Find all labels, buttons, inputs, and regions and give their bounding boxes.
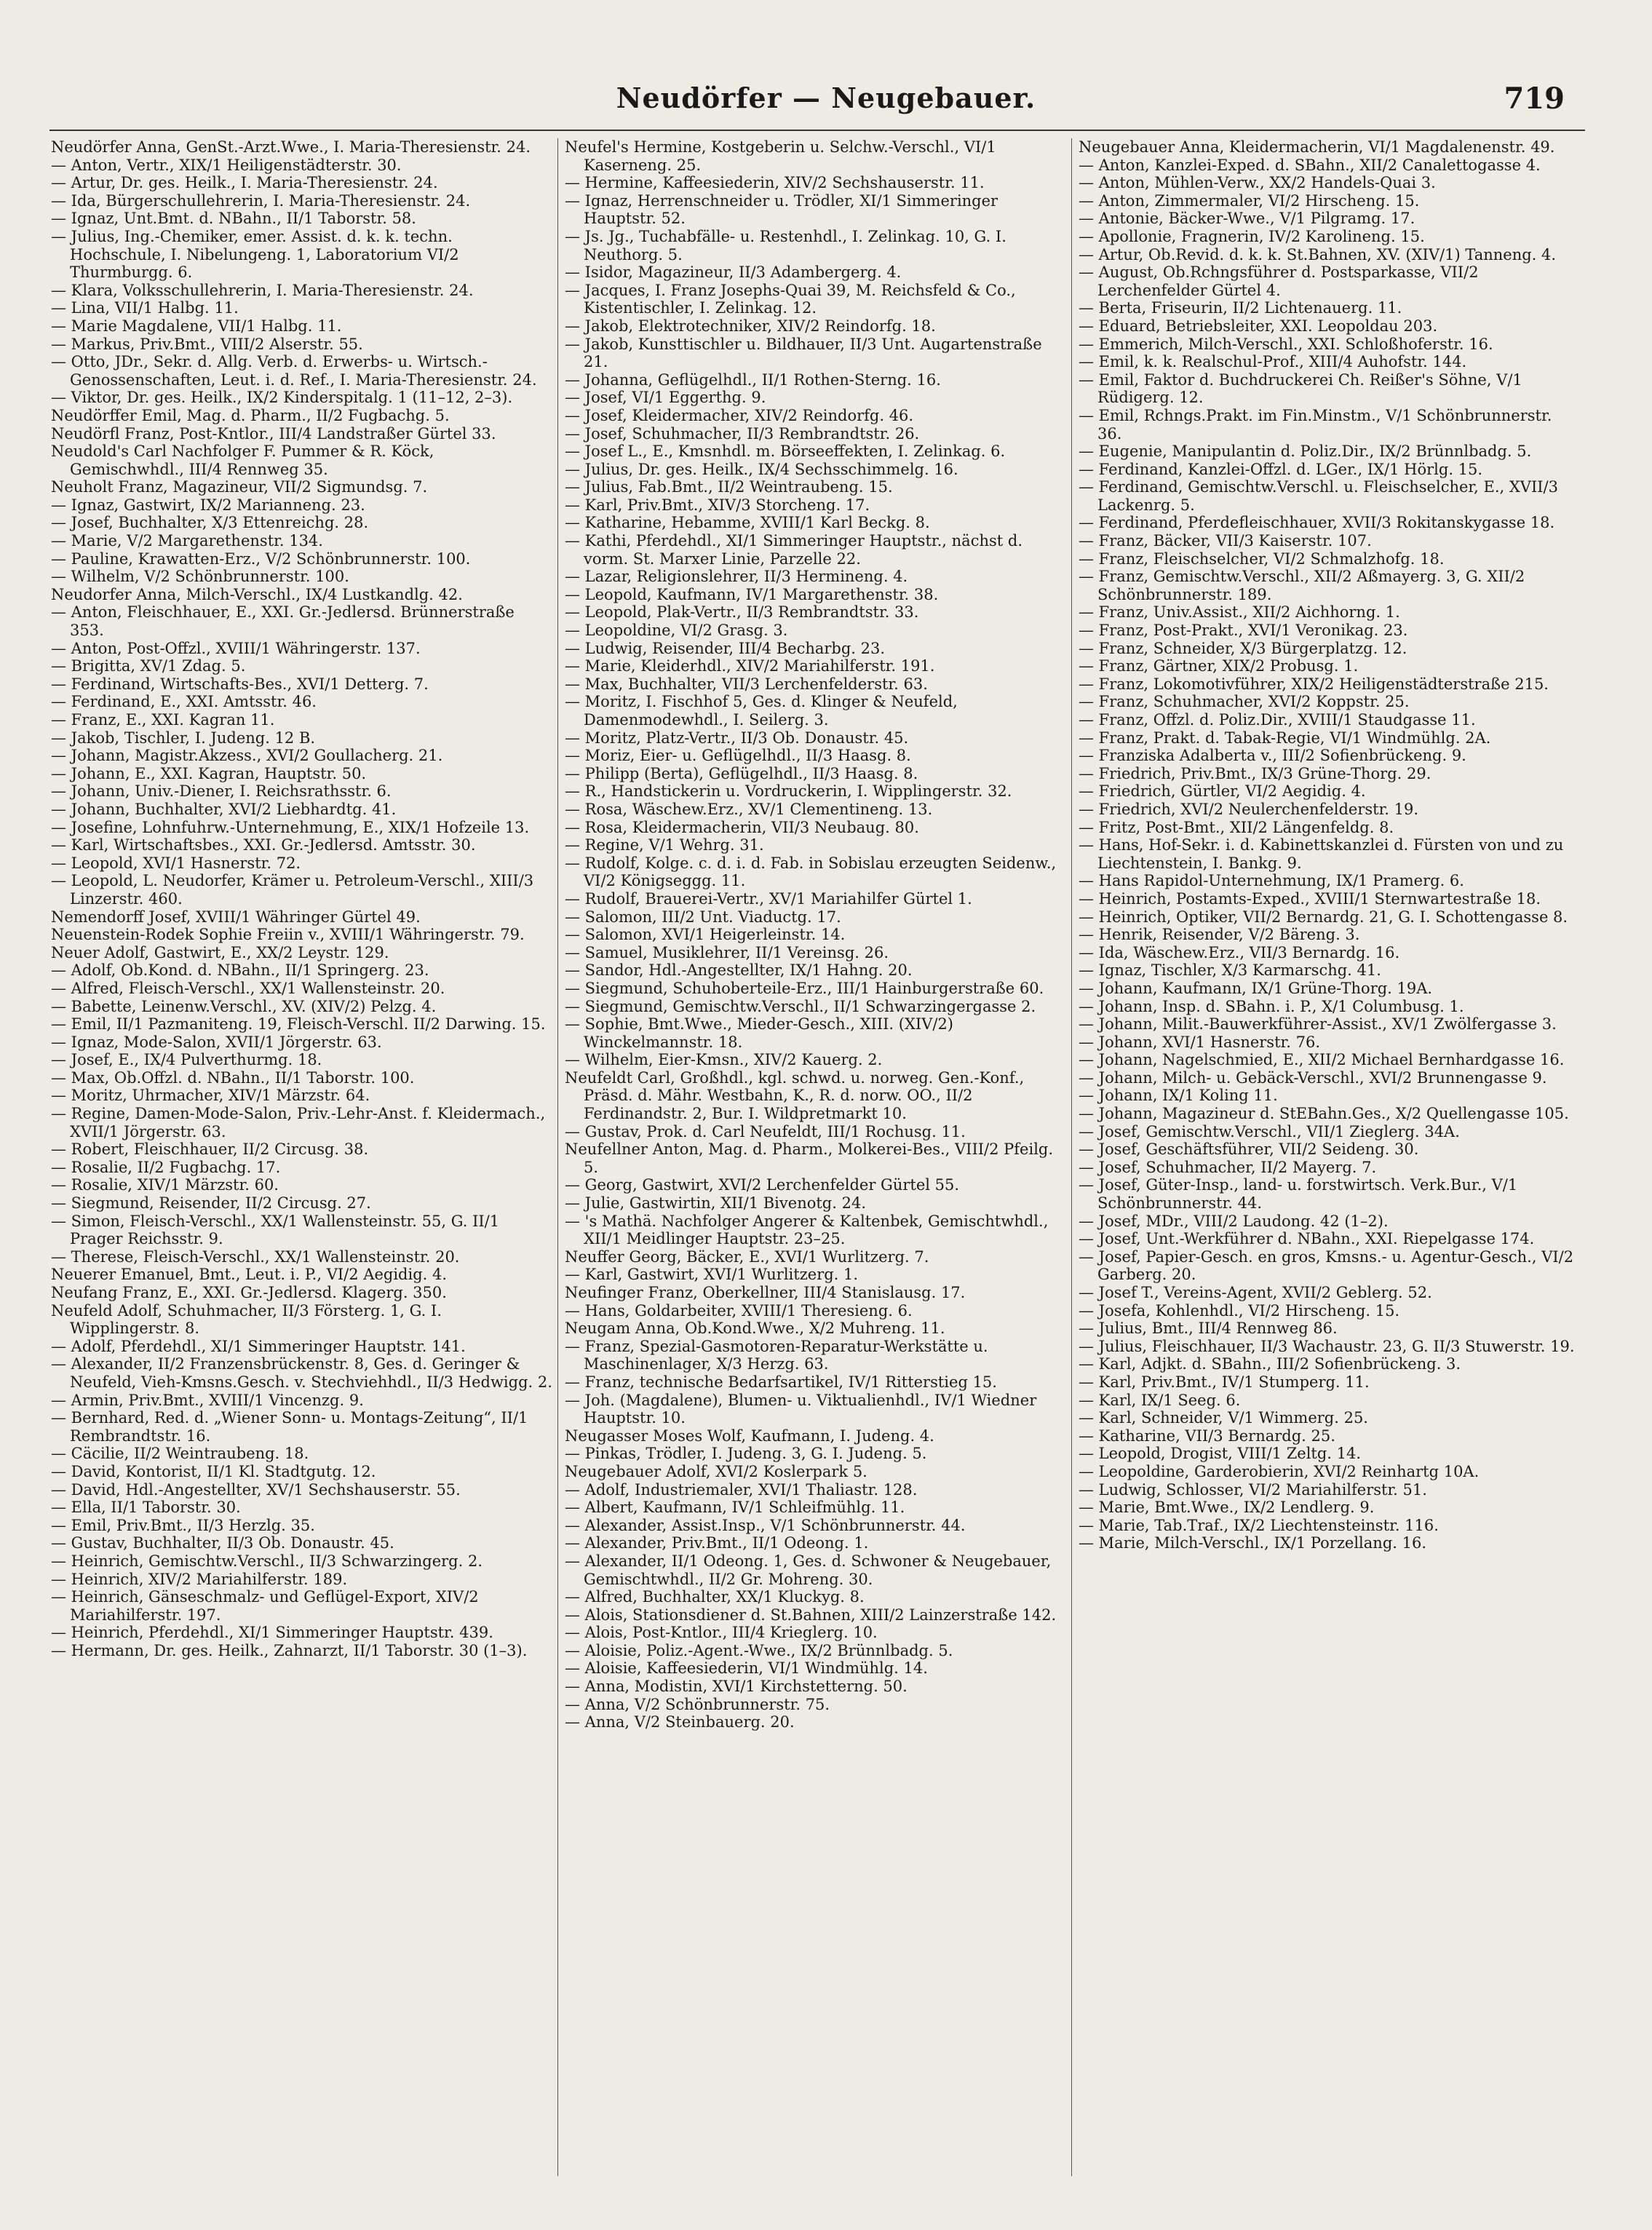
directory-entry: — Franz, Schuhmacher, XVI/2 Koppstr. 25. [1079,693,1410,711]
directory-entry: Neuffer Georg, Bäcker, E., XVI/1 Wurlitzerg. 7. [565,1247,929,1266]
directory-entry: — Anton, Post-Offzl., XVIII/1 Währingerstr. 137. [51,639,421,657]
directory-entry: — Julius, Dr. ges. Heilk., IX/4 Sechsschimmelg. 16. [565,460,958,478]
column-2 [565,138,1067,2191]
directory-entry: — Heinrich, XIV/2 Mariahilferstr. 189. [51,1570,348,1588]
directory-entry: — Franz, technische Bedarfsartikel, IV/1 Ritterstieg 15. [565,1373,997,1391]
directory-entry: — Regine, Damen-Mode-Salon, Priv.-Lehr-Anst. f. Kleidermach., XVII/1 Jörgerstr. 63. [51,1105,546,1140]
directory-entry: — Jakob, Elektrotechniker, XIV/2 Reindorfg. 18. [565,317,936,335]
directory-entry: — Katharine, VII/3 Bernardg. 25. [1079,1427,1335,1445]
directory-entry: Neugebauer Adolf, XVI/2 Koslerpark 5. [565,1462,867,1480]
directory-entry: — Johann, XVI/1 Hasnerstr. 76. [1079,1033,1321,1051]
directory-entry: — Siegmund, Gemischtw.Verschl., II/1 Schwarzingergasse 2. [565,997,1036,1015]
directory-entry: — Babette, Leinenw.Verschl., XV. (XIV/2) Pelzg. 4. [51,997,437,1015]
directory-entry: — Leopoldine, VI/2 Grasg. 3. [565,622,788,640]
directory-entry: — Henrik, Reisender, V/2 Bäreng. 3. [1079,926,1360,944]
directory-entry: — Emil, II/1 Pazmaniteng. 19, Fleisch-Verschl. II/2 Darwing. 15. [51,1015,546,1033]
directory-entry: — Berta, Friseurin, II/2 Lichtenauerg. 11. [1079,299,1402,317]
directory-entry: Neuholt Franz, Magazineur, VII/2 Sigmundsg. 7. [51,478,428,496]
directory-entry: — Ferdinand, E., XXI. Amtsstr. 46. [51,693,317,711]
page-title: Neudörfer — Neugebauer. [616,82,1036,114]
directory-entry: — 's Mathä. Nachfolger Angerer & Kaltenbek, Gemischtwhdl., XII/1 Meidlinger Hauptstr. 23–25. [565,1212,1049,1248]
directory-entry: — Franz, Bäcker, VII/3 Kaiserstr. 107. [1079,532,1372,550]
directory-entry: — Josef, E., IX/4 Pulverthurmg. 18. [51,1051,322,1069]
directory-entry: — Leopold, Kaufmann, IV/1 Margarethenstr. 38. [565,585,939,603]
directory-entry: — Alexander, II/1 Odeong. 1, Ges. d. Schwoner & Neugebauer, Gemischtwhdl., II/2 Gr. Mohreng. 30. [565,1552,1052,1588]
page-number: 719 [1504,82,1565,116]
directory-entry: — Rosa, Wäschew.Erz., XV/1 Clementineng. 13. [565,800,933,818]
directory-entry: — Philipp (Berta), Geflügelhdl., II/3 Haasg. 8. [565,764,918,782]
directory-entry: — Anton, Mühlen-Verw., XX/2 Handels-Quai 3. [1079,174,1436,192]
directory-entry: — Marie Magdalene, VII/1 Halbg. 11. [51,317,342,335]
directory-entry: — Karl, Wirtschaftsbes., XXI. Gr.-Jedlersd. Amtsstr. 30. [51,836,476,854]
directory-entry: — Apollonie, Fragnerin, IV/2 Karolineng. 15. [1079,227,1425,245]
directory-entry: — Joh. (Magdalene), Blumen- u. Viktualienhdl., IV/1 Wiedner Hauptstr. 10. [565,1391,1037,1427]
directory-entry: — Max, Ob.Offzl. d. NBahn., II/1 Taborstr. 100. [51,1068,415,1087]
directory-entry: — Johann, Magistr.Akzess., XVI/2 Goullacherg. 21. [51,747,443,765]
directory-entry: — Lazar, Religionslehrer, II/3 Hermineng. 4. [565,568,908,586]
directory-entry: Nemendorff Josef, XVIII/1 Währinger Gürtel 49. [51,908,421,926]
directory-entry: — Alexander, Assist.Insp., V/1 Schönbrunnerstr. 44. [565,1516,966,1534]
directory-entry: — Franz, Fleischselcher, VI/2 Schmalzhofg. 18. [1079,549,1445,568]
directory-entry: — David, Kontorist, II/1 Kl. Stadtgutg. 12. [51,1462,376,1480]
directory-entry: — Alois, Stationsdiener d. St.Bahnen, XIII/2 Lainzerstraße 142. [565,1606,1057,1624]
directory-entry: — Samuel, Musiklehrer, II/1 Vereinsg. 26. [565,943,889,961]
directory-entry: — Ella, II/1 Taborstr. 30. [51,1499,241,1517]
directory-entry: — Julius, Fab.Bmt., II/2 Weintraubeng. 15. [565,478,893,496]
column-3 [1079,138,1581,2191]
directory-entry: — Marie, Milch-Verschl., IX/1 Porzellang. 16. [1079,1534,1427,1552]
directory-entry: — Josef L., E., Kmsnhdl. m. Börseeffekten, I. Zelinkag. 6. [565,443,1006,461]
directory-entry: — Julius, Ing.-Chemiker, emer. Assist. d. k. k. techn. Hochschule, I. Nibelungeng. 1, Laboratorium VI/2 Thurmburgg. 6. [51,227,459,282]
directory-entry: — Siegmund, Schuhoberteile-Erz., III/1 Hainburgerstraße 60. [565,979,1044,997]
directory-entry: — Johann, Univ.-Diener, I. Reichsrathsstr. 6. [51,782,392,801]
directory-entry: Neufinger Franz, Oberkellner, III/4 Stanislausg. 17. [565,1284,966,1301]
directory-entry: — Brigitta, XV/1 Zdag. 5. [51,657,246,675]
directory-entry: — Johann, E., XXI. Kagran, Hauptstr. 50. [51,764,367,782]
directory-entry: — Sophie, Bmt.Wwe., Mieder-Gesch., XIII. (XIV/2) Winckelmannstr. 18. [565,1015,954,1051]
directory-entry: — Anton, Vertr., XIX/1 Heiligenstädterstr. 30. [51,156,402,174]
directory-entry: — Pauline, Krawatten-Erz., V/2 Schönbrunnerstr. 100. [51,549,471,568]
directory-entry: — Josef, VI/1 Eggerthg. 9. [565,389,766,407]
directory-entry: — Karl, Priv.Bmt., XIV/3 Storcheng. 17. [565,496,870,514]
directory-entry: — Pinkas, Trödler, I. Judeng. 3, G. I. Judeng. 5. [565,1445,927,1463]
directory-entry: — Franz, Univ.Assist., XII/2 Aichhorng. 1. [1079,603,1400,622]
directory-entry: Neufellner Anton, Mag. d. Pharm., Molkerei-Bes., VIII/2 Pfeilg. 5. [565,1140,1054,1176]
directory-entry: Neugam Anna, Ob.Kond.Wwe., X/2 Muhreng. 11. [565,1320,945,1338]
directory-entry: — Ferdinand, Gemischtw.Verschl. u. Fleischselcher, E., XVII/3 Lackenrg. 5. [1079,478,1558,514]
directory-entry: — Moriz, Eier- u. Geflügelhdl., II/3 Haasg. 8. [565,747,911,765]
directory-entry: — Karl, Priv.Bmt., IV/1 Stumperg. 11. [1079,1373,1370,1391]
directory-entry: — Anna, V/2 Steinbauerg. 20. [565,1713,795,1731]
directory-entry: — Emil, Faktor d. Buchdruckerei Ch. Reißer's Söhne, V/1 Rüdigerg. 12. [1079,370,1522,407]
directory-entry: — Jakob, Tischler, I. Judeng. 12 B. [51,729,316,747]
directory-entry: — Josef, Gemischtw.Verschl., VII/1 Zieglerg. 34A. [1079,1122,1460,1140]
directory-entry: — Robert, Fleischhauer, II/2 Circusg. 38. [51,1140,369,1159]
directory-entry: — Marie, Tab.Traf., IX/2 Liechtensteinstr. 116. [1079,1516,1439,1534]
header-rule [49,130,1585,131]
directory-entry: — Franz, Prakt. d. Tabak-Regie, VI/1 Windmühlg. 2A. [1079,729,1491,747]
directory-entry: — Katharine, Hebamme, XVIII/1 Karl Beckg. 8. [565,514,930,532]
directory-entry: — R., Handstickerin u. Vordruckerin, I. Wipplingerstr. 32. [565,782,1012,801]
directory-entry: — Anna, Modistin, XVI/1 Kirchstetterng. 50. [565,1678,908,1696]
directory-entry: — Johann, Insp. d. SBahn. i. P., X/1 Columbusg. 1. [1079,997,1464,1015]
directory-entry: — Josef, Geschäftsführer, VII/2 Seideng. 30. [1079,1140,1419,1159]
directory-entry: — Johann, Magazineur d. StEBahn.Ges., X/2 Quellengasse 105. [1079,1105,1569,1123]
directory-entry: — Adolf, Pferdehdl., XI/1 Simmeringer Hauptstr. 141. [51,1337,466,1355]
directory-entry: — Ferdinand, Kanzlei-Offzl. d. LGer., IX/1 Hörlg. 15. [1079,460,1483,478]
directory-entry: — Salomon, XVI/1 Heigerleinstr. 14. [565,926,846,944]
directory-entry: — Ludwig, Schlosser, VI/2 Mariahilferstr. 51. [1079,1480,1427,1499]
directory-entry: — Moritz, Platz-Vertr., II/3 Ob. Donaustr. 45. [565,729,909,747]
directory-entry: — Ferdinand, Wirtschafts-Bes., XVI/1 Detterg. 7. [51,675,429,693]
directory-entry: — Ignaz, Mode-Salon, XVII/1 Jörgerstr. 63. [51,1033,382,1051]
directory-entry: Neudörfer Anna, GenSt.-Arzt.Wwe., I. Maria-Theresienstr. 24. [51,138,531,156]
directory-entry: Neuerer Emanuel, Bmt., Leut. i. P., VI/2 Aegidig. 4. [51,1266,448,1284]
directory-entry: — Regine, V/1 Wehrg. 31. [565,836,764,854]
directory-entry: — Hans, Goldarbeiter, XVIII/1 Theresieng. 6. [565,1301,913,1320]
directory-entry: — Kathi, Pferdehdl., XI/1 Simmeringer Hauptstr., nächst d. vorm. St. Marxer Linie, Parzelle 22. [565,532,1022,568]
directory-entry: — Julius, Bmt., III/4 Rennweg 86. [1079,1320,1338,1338]
directory-entry: — Johanna, Geflügelhdl., II/1 Rothen-Sterng. 16. [565,370,941,389]
directory-entry: — Rudolf, Kolge. c. d. i. d. Fab. in Sobislau erzeugten Seidenw., VI/2 Königseggg. 11. [565,854,1057,890]
directory-entry: — Johann, IX/1 Koling 11. [1079,1087,1278,1105]
directory-entry: — Alexander, II/2 Franzensbrückenstr. 8, Ges. d. Geringer & Neufeld, Vieh-Kmsns.Gesch. v. Stechviehhdl., II/3 Hedwigg. 2. [51,1355,552,1391]
directory-entry: — Josef, Buchhalter, X/3 Ettenreichg. 28. [51,514,369,532]
directory-entry: — Rosalie, XIV/1 Märzstr. 60. [51,1176,279,1194]
directory-entry: — Franz, Spezial-Gasmotoren-Reparatur-Werkstätte u. Maschinenlager, X/3 Herzg. 63. [565,1337,988,1373]
directory-entry: — Eugenie, Manipulantin d. Poliz.Dir., IX/2 Brünnlbadg. 5. [1079,443,1532,461]
directory-entry: — Aloisie, Poliz.-Agent.-Wwe., IX/2 Brünnlbadg. 5. [565,1641,953,1659]
directory-entry: Neuenstein-Rodek Sophie Freiin v., XVIII/1 Währingerstr. 79. [51,926,525,944]
directory-entry: — Rosa, Kleidermacherin, VII/3 Neubaug. 80. [565,818,919,836]
directory-entry: — Gustav, Prok. d. Carl Neufeldt, III/1 Rochusg. 11. [565,1122,966,1140]
directory-entry: — Artur, Ob.Revid. d. k. k. St.Bahnen, XV. (XIV/1) Tanneng. 4. [1079,245,1557,263]
directory-entry: — Marie, Kleiderhdl., XIV/2 Mariahilferstr. 191. [565,657,935,675]
directory-entry: — Leopold, Plak-Vertr., II/3 Rembrandtstr. 33. [565,603,919,622]
directory-entry: — Eduard, Betriebsleiter, XXI. Leopoldau 203. [1079,317,1438,335]
directory-entry: — Josef, Unt.-Werkführer d. NBahn., XXI. Riepelgasse 174. [1079,1230,1535,1248]
directory-entry: — Leopold, L. Neudorfer, Krämer u. Petroleum-Verschl., XIII/3 Linzerstr. 460. [51,872,534,908]
directory-entry: Neuer Adolf, Gastwirt, E., XX/2 Leystr. 129. [51,943,389,961]
directory-entry: — Hans, Hof-Sekr. i. d. Kabinettskanzlei d. Fürsten von und zu Liechtenstein, I. Bankg. 9. [1079,836,1564,872]
directory-entry: — Antonie, Bäcker-Wwe., V/1 Pilgramg. 17. [1079,210,1415,228]
directory-entry: Neudorfer Anna, Milch-Verschl., IX/4 Lustkandlg. 42. [51,585,463,603]
directory-entry: — Leopold, XVI/1 Hasnerstr. 72. [51,854,301,872]
directory-entry: — Emil, Rchngs.Prakt. im Fin.Minstm., V/1 Schönbrunnerstr. 36. [1079,406,1552,443]
directory-entry: — Bernhard, Red. d. „Wiener Sonn- u. Montags-Zeitung“, II/1 Rembrandtstr. 16. [51,1409,528,1445]
directory-entry: — Jakob, Kunsttischler u. Bildhauer, II/3 Unt. Augartenstraße 21. [565,335,1042,371]
directory-entry: — Rosalie, II/2 Fugbachg. 17. [51,1158,281,1176]
directory-entry: — David, Hdl.-Angestellter, XV/1 Sechshauserstr. 55. [51,1480,461,1499]
directory-entry: — Hermine, Kaffeesiederin, XIV/2 Sechshauserstr. 11. [565,174,985,192]
directory-entry: — Anton, Kanzlei-Exped. d. SBahn., XII/2 Canalettogasse 4. [1079,156,1541,174]
directory-entry: — Ignaz, Gastwirt, IX/2 Marianneng. 23. [51,496,365,514]
directory-entry: — Isidor, Magazineur, II/3 Adambergerg. 4. [565,263,902,282]
directory-entry: — Josef, Güter-Insp., land- u. forstwirtsch. Verk.Bur., V/1 Schönbrunnerstr. 44. [1079,1176,1518,1213]
directory-entry: — Ida, Wäschew.Erz., VII/3 Bernardg. 16. [1079,943,1400,961]
directory-entry: — Anton, Fleischhauer, E., XXI. Gr.-Jedlersd. Brünnerstraße 353. [51,603,515,640]
directory-entry: — Max, Buchhalter, VII/3 Lerchenfelderstr. 63. [565,675,928,693]
directory-entry: — Alois, Post-Kntlor., III/4 Krieglerg. 10. [565,1624,878,1642]
directory-entry: — Franz, Post-Prakt., XVI/1 Veronikag. 23. [1079,622,1408,640]
directory-entry: — Lina, VII/1 Halbg. 11. [51,299,239,317]
directory-entry: Neufang Franz, E., XXI. Gr.-Jedlersd. Klagerg. 350. [51,1284,447,1301]
directory-entry: — Fritz, Post-Bmt., XII/2 Längenfeldg. 8. [1079,818,1394,836]
directory-entry: Neugebauer Anna, Kleidermacherin, VI/1 Magdalenenstr. 49. [1079,138,1555,156]
directory-entry: — Julie, Gastwirtin, XII/1 Bivenotg. 24. [565,1194,866,1213]
directory-entry: — Franz, E., XXI. Kagran 11. [51,711,275,729]
directory-entry: — Josef T., Vereins-Agent, XVII/2 Geblerg. 52. [1079,1284,1432,1301]
directory-entry: — Gustav, Buchhalter, II/3 Ob. Donaustr. 45. [51,1534,394,1552]
directory-entry: — Moritz, I. Fischhof 5, Ges. d. Klinger & Neufeld, Damenmodewhdl., I. Seilerg. 3. [565,693,958,729]
directory-entry: — Julius, Fleischhauer, II/3 Wachaustr. 23, G. II/3 Stuwerstr. 19. [1079,1337,1575,1355]
directory-entry: Neufeldt Carl, Großhdl., kgl. schwd. u. norweg. Gen.-Konf., Präsd. d. Mähr. Westbahn, K., R. d. norw. OO., II/2 Ferdinandstr. 2, Bur. I. Wildpretmarkt 10. [565,1068,1025,1123]
directory-entry: — Artur, Dr. ges. Heilk., I. Maria-Theresienstr. 24. [51,174,438,192]
directory-entry: — August, Ob.Rchngsführer d. Postsparkasse, VII/2 Lerchenfelder Gürtel 4. [1079,263,1479,299]
directory-entry: — Otto, JDr., Sekr. d. Allg. Verb. d. Erwerbs- u. Wirtsch.-Genossenschaften, Leut. i. d. Ref., I. Maria-Theresienstr. 24. [51,353,537,389]
directory-entry: — Josefine, Lohnfuhrw.-Unternehmung, E., XIX/1 Hofzeile 13. [51,818,530,836]
directory-entry: — Alfred, Buchhalter, XX/1 Kluckyg. 8. [565,1588,865,1606]
directory-entry: Neudold's Carl Nachfolger F. Pummer & R. Köck, Gemischwhdl., III/4 Rennweg 35. [51,443,434,478]
directory-entry: — Sandor, Hdl.-Angestellter, IX/1 Hahng. 20. [565,961,913,980]
directory-entry: — Georg, Gastwirt, XVI/2 Lerchenfelder Gürtel 55. [565,1176,960,1194]
directory-entry: — Josef, Schuhmacher, II/3 Rembrandtstr. 26. [565,424,920,443]
directory-entry: Neudörfl Franz, Post-Kntlor., III/4 Landstraßer Gürtel 33. [51,424,496,443]
directory-entry: — Leopold, Drogist, VIII/1 Zeltg. 14. [1079,1445,1362,1463]
directory-entry: — Franz, Lokomotivführer, XIX/2 Heiligenstädterstraße 215. [1079,675,1549,693]
directory-entry: — Anna, V/2 Schönbrunnerstr. 75. [565,1695,830,1713]
directory-entry: — Franziska Adalberta v., III/2 Sofienbrückeng. 9. [1079,747,1466,765]
directory-entry: — Heinrich, Gänseschmalz- und Geflügel-Export, XIV/2 Mariahilferstr. 197. [51,1588,479,1624]
directory-entry: — Franz, Offzl. d. Poliz.Dir., XVIII/1 Staudgasse 11. [1079,711,1476,729]
directory-entry: — Josef, Schuhmacher, II/2 Mayerg. 7. [1079,1158,1377,1176]
directory-entry: — Armin, Priv.Bmt., XVIII/1 Vincenzg. 9. [51,1391,364,1409]
directory-entry: — Ida, Bürgerschullehrerin, I. Maria-Theresienstr. 24. [51,191,471,210]
directory-entry: — Friedrich, Gürtler, VI/2 Aegidig. 4. [1079,782,1366,801]
directory-entry: Neufeld Adolf, Schuhmacher, II/3 Försterg. 1, G. I. Wipplingerstr. 8. [51,1301,442,1338]
directory-entry: — Johann, Kaufmann, IX/1 Grüne-Thorg. 19A. [1079,979,1433,997]
directory-entry: — Cäcilie, II/2 Weintraubeng. 18. [51,1445,309,1463]
directory-entry: — Friedrich, Priv.Bmt., IX/3 Grüne-Thorg. 29. [1079,764,1431,782]
directory-entry: — Karl, Schneider, V/1 Wimmerg. 25. [1079,1409,1368,1427]
directory-entry: — Therese, Fleisch-Verschl., XX/1 Wallensteinstr. 20. [51,1247,460,1266]
directory-entry: — Jacques, I. Franz Josephs-Quai 39, M. Reichsfeld & Co., Kistentischler, I. Zelinkag. 12. [565,281,1016,317]
directory-entry: Neufel's Hermine, Kostgeberin u. Selchw.-Verschl., VI/1 Kaserneng. 25. [565,138,996,174]
column-1 [51,138,553,2191]
directory-entry: — Wilhelm, Eier-Kmsn., XIV/2 Kauerg. 2. [565,1051,883,1069]
directory-entry: — Ignaz, Tischler, X/3 Karmarschg. 41. [1079,961,1381,980]
directory-entry: — Heinrich, Optiker, VII/2 Bernardg. 21, G. I. Schottengasse 8. [1079,908,1568,926]
directory-entry: — Markus, Priv.Bmt., VIII/2 Alserstr. 55. [51,335,363,353]
directory-entry: — Wilhelm, V/2 Schönbrunnerstr. 100. [51,568,349,586]
directory-entry: — Emmerich, Milch-Verschl., XXI. Schloßhoferstr. 16. [1079,335,1493,353]
directory-entry: — Heinrich, Gemischtw.Verschl., II/3 Schwarzingerg. 2. [51,1552,483,1570]
directory-entry: — Karl, Adjkt. d. SBahn., III/2 Sofienbrückeng. 3. [1079,1355,1461,1373]
directory-entry: — Josefa, Kohlenhdl., VI/2 Hirscheng. 15. [1079,1301,1400,1320]
directory-entry: Neugasser Moses Wolf, Kaufmann, I. Judeng. 4. [565,1427,934,1445]
directory-entry: — Moritz, Uhrmacher, XIV/1 Märzstr. 64. [51,1087,370,1105]
directory-entry: — Adolf, Industriemaler, XVI/1 Thaliastr. 128. [565,1480,918,1499]
directory-entry: — Siegmund, Reisender, II/2 Circusg. 27. [51,1194,371,1213]
directory-entry: — Johann, Buchhalter, XVI/2 Liebhardtg. 41. [51,800,397,818]
directory-entry: — Friedrich, XVI/2 Neulerchenfelderstr. 19. [1079,800,1419,818]
directory-entry: Neudörffer Emil, Mag. d. Pharm., II/2 Fugbachg. 5. [51,406,450,424]
directory-entry: — Ferdinand, Pferdefleischhauer, XVII/3 Rokitanskygasse 18. [1079,514,1555,532]
directory-entry: — Albert, Kaufmann, IV/1 Schleifmühlg. 11. [565,1499,905,1517]
directory-entry: — Karl, IX/1 Seeg. 6. [1079,1391,1241,1409]
page-header [0,82,1652,125]
directory-entry: — Hans Rapidol-Unternehmung, IX/1 Pramerg. 6. [1079,872,1464,890]
directory-entry: — Josef, Kleidermacher, XIV/2 Reindorfg. 46. [565,406,914,424]
directory-entry: — Johann, Milit.-Bauwerkführer-Assist., XV/1 Zwölfergasse 3. [1079,1015,1557,1033]
directory-entry: — Anton, Zimmermaler, VI/2 Hirscheng. 15. [1079,191,1420,210]
directory-entry: — Ludwig, Reisender, III/4 Becharbg. 23. [565,639,886,657]
directory-entry: — Franz, Schneider, X/3 Bürgerplatzg. 12. [1079,639,1407,657]
directory-entry: — Alfred, Fleisch-Verschl., XX/1 Wallensteinstr. 20. [51,979,445,997]
directory-entry: — Leopoldine, Garderobierin, XVI/2 Reinhartg 10A. [1079,1462,1480,1480]
directory-entry: — Heinrich, Pferdehdl., XI/1 Simmeringer Hauptstr. 439. [51,1624,493,1642]
column-divider [1071,138,1072,2176]
directory-entry: — Adolf, Ob.Kond. d. NBahn., II/1 Springerg. 23. [51,961,429,980]
directory-entry: — Johann, Milch- u. Gebäck-Verschl., XVI/2 Brunnengasse 9. [1079,1068,1547,1087]
directory-entry: — Rudolf, Brauerei-Vertr., XV/1 Mariahilfer Gürtel 1. [565,889,972,908]
directory-entry: — Karl, Gastwirt, XVI/1 Wurlitzerg. 1. [565,1266,859,1284]
directory-entry: — Marie, V/2 Margarethenstr. 134. [51,532,323,550]
directory-entry: — Josef, MDr., VIII/2 Laudong. 42 (1–2). [1079,1212,1389,1230]
directory-entry: — Heinrich, Postamts-Exped., XVIII/1 Sternwartestraße 18. [1079,889,1541,908]
directory-entry: — Js. Jg., Tuchabfälle- u. Restenhdl., I. Zelinkag. 10, G. I. Neuthorg. 5. [565,227,1006,263]
directory-entry: — Emil, k. k. Realschul-Prof., XIII/4 Auhofstr. 144. [1079,353,1467,371]
directory-entry: — Emil, Priv.Bmt., II/3 Herzlg. 35. [51,1516,315,1534]
directory-entry: — Ignaz, Herrenschneider u. Trödler, XI/1 Simmeringer Hauptstr. 52. [565,191,998,228]
directory-entry: — Alexander, Priv.Bmt., II/1 Odeong. 1. [565,1534,869,1552]
directory-entry: — Klara, Volksschullehrerin, I. Maria-Theresienstr. 24. [51,281,474,299]
directory-entry: — Simon, Fleisch-Verschl., XX/1 Wallensteinstr. 55, G. II/1 Prager Reichsstr. 9. [51,1212,500,1248]
directory-entry: — Viktor, Dr. ges. Heilk., IX/2 Kinderspitalg. 1 (11–12, 2–3). [51,389,513,407]
column-divider [557,138,558,2176]
directory-entry: — Josef, Papier-Gesch. en gros, Kmsns.- u. Agentur-Gesch., VI/2 Garberg. 20. [1079,1247,1574,1284]
directory-entry: — Salomon, III/2 Unt. Viaductg. 17. [565,908,841,926]
directory-entry: — Franz, Gärtner, XIX/2 Probusg. 1. [1079,657,1359,675]
directory-entry: — Ignaz, Unt.Bmt. d. NBahn., II/1 Taborstr. 58. [51,210,416,228]
directory-entry: — Johann, Nagelschmied, E., XII/2 Michael Bernhardgasse 16. [1079,1051,1565,1069]
directory-entry: — Marie, Bmt.Wwe., IX/2 Lendlerg. 9. [1079,1499,1375,1517]
directory-entry: — Franz, Gemischtw.Verschl., XII/2 Aßmayerg. 3, G. XII/2 Schönbrunnerstr. 189. [1079,568,1525,603]
directory-entry: — Aloisie, Kaffeesiederin, VI/1 Windmühlg. 14. [565,1659,928,1678]
directory-entry: — Hermann, Dr. ges. Heilk., Zahnarzt, II/1 Taborstr. 30 (1–3). [51,1641,528,1659]
